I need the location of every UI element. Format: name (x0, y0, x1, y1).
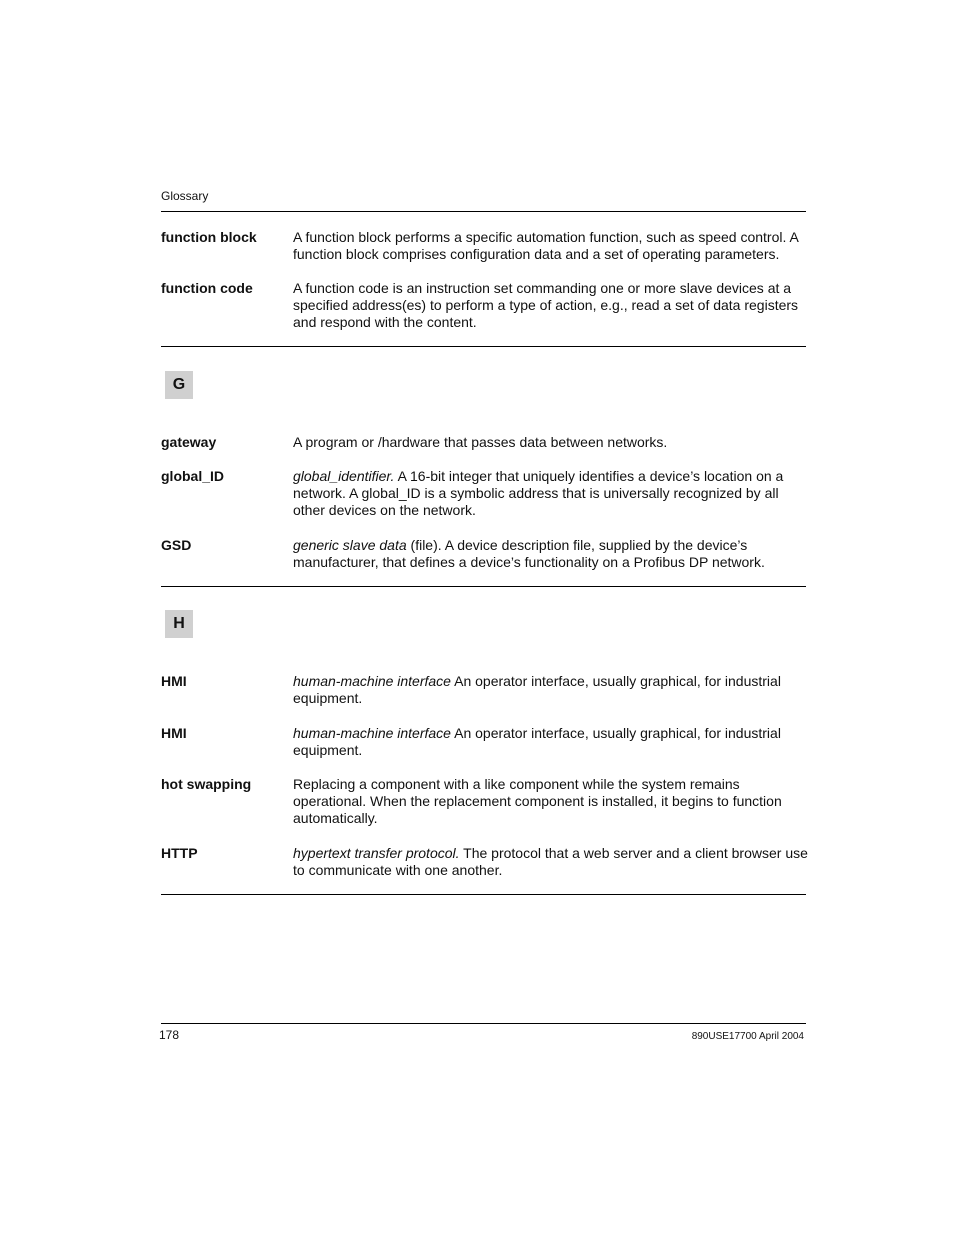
def-hot-swapping: Replacing a component with a like component while the system remains operational. When the replacement component is installed, it begins to function automatically. (293, 776, 782, 826)
term-function-code: function code (161, 280, 253, 296)
term-hmi: HMI (161, 673, 187, 689)
section-rule (161, 346, 806, 347)
def-http-text: The protocol that a web server and a client browser use to communicate with one another. (293, 845, 808, 878)
term-hot-swapping: hot swapping (161, 776, 252, 792)
section-rule (161, 586, 806, 587)
document-reference: 890USE17700 April 2004 (691, 1031, 804, 1042)
def-hmi-duplicate-italic: human-machine interface (293, 725, 451, 741)
letter-heading-h: H (165, 610, 193, 638)
def-hmi-duplicate (293, 725, 809, 759)
def-hmi-text: An operator interface, usually graphical, for industrial equipment. (293, 673, 781, 706)
letter-heading-g: G (165, 371, 193, 399)
def-global-id-text: A 16-bit integer that uniquely identifies a device’s location on a network. A global_ID is a symbolic address that is universally recognized by all other devices on the network. (293, 468, 784, 518)
term-http: HTTP (161, 845, 198, 861)
def-function-block: A function block performs a specific automation function, such as speed control. A function block comprises configuration data and a set of operating parameters. (293, 229, 799, 262)
def-hmi (293, 673, 809, 707)
def-gateway: A program or /hardware that passes data between networks. (293, 434, 668, 450)
footer-rule (161, 1023, 806, 1024)
def-gsd-italic: generic slave data (293, 537, 407, 553)
def-global-id-italic: global_identifier. (293, 468, 395, 484)
def-http-italic: hypertext transfer protocol. (293, 845, 460, 861)
term-hmi-duplicate: HMI (161, 725, 187, 741)
header-rule (161, 211, 806, 212)
term-gsd: GSD (161, 537, 192, 553)
def-global-id (293, 468, 809, 519)
def-function-code: A function code is an instruction set commanding one or more slave devices at a specified address(es) to perform a type of action, e.g., read a set of data registers and respond with the content. (293, 280, 799, 330)
section-rule (161, 894, 806, 895)
term-global-id: global_ID (161, 468, 225, 484)
def-gsd (293, 537, 809, 571)
term-function-block: function block (161, 229, 257, 245)
def-hmi-duplicate-text: An operator interface, usually graphical, for industrial equipment. (293, 725, 781, 758)
def-gsd-text: (file). A device description file, supplied by the device’s manufacturer, that defines a device’s functionality on a Profibus DP network. (293, 537, 765, 570)
term-gateway: gateway (161, 434, 217, 450)
section-header: Glossary (161, 189, 209, 203)
def-http (293, 845, 809, 879)
page-number: 178 (159, 1028, 180, 1042)
def-hmi-italic: human-machine interface (293, 673, 451, 689)
